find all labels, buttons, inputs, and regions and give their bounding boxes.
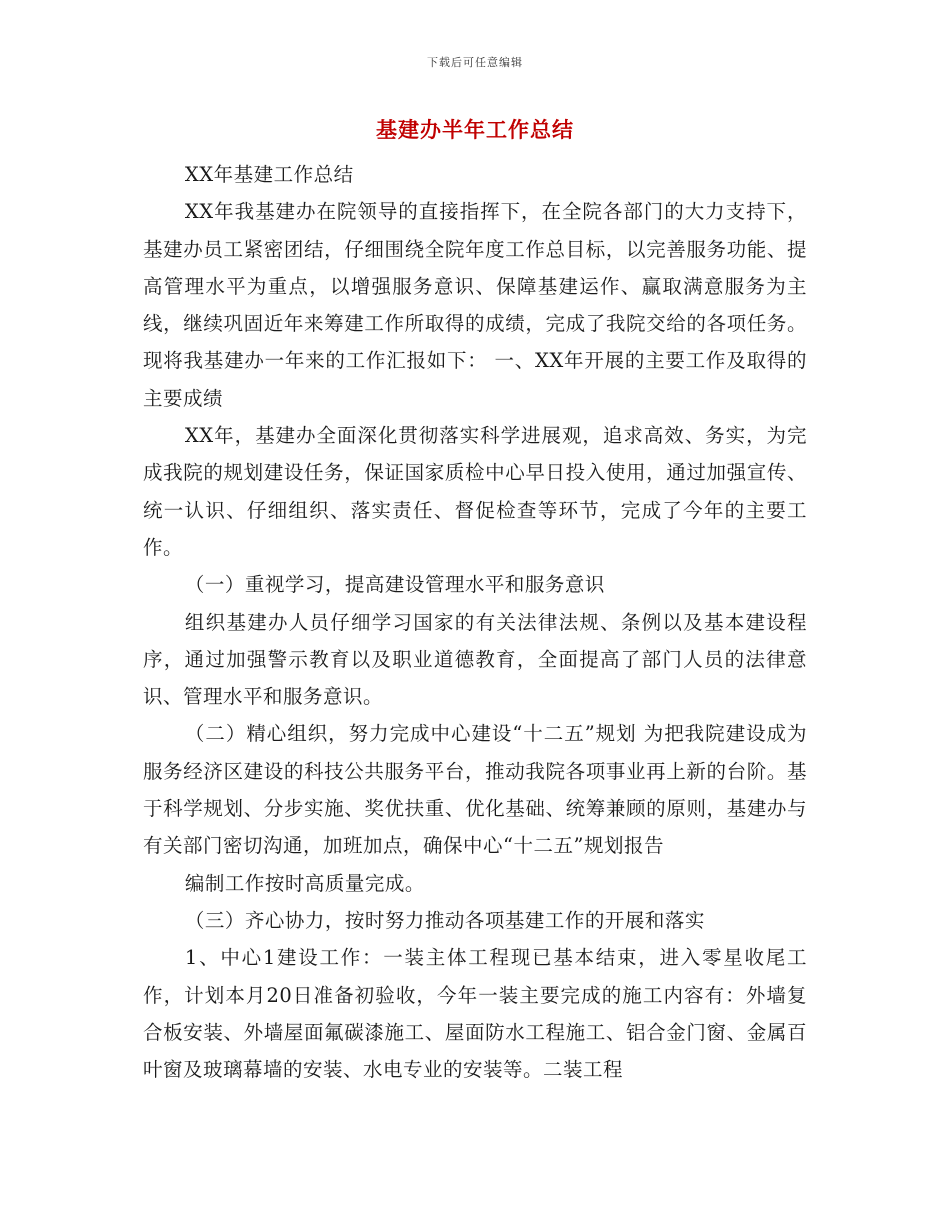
paragraph-study: 组织基建办人员仔细学习国家的有关法律法规、条例以及基本建设程序，通过加强警示教育以及职业道德教育，全面提高了部门人员的法律意识、管理水平和服务意识。 (143, 610, 807, 709)
paragraph-subheading-1: （一）重视学习，提高建设管理水平和服务意识 (184, 573, 605, 597)
document-body (143, 156, 807, 1088)
page-header-note: 下载后可任意编辑 (427, 56, 523, 69)
paragraph-plan-cont: 编制工作按时高质量完成。 (184, 871, 425, 895)
paragraph-overview: XX年，基建办全面深化贯彻落实科学进展观，追求高效、务实，为完成我院的规划建设任务，保证国家质检中心早日投入使用，通过加强宣传、统一认识、仔细组织、落实责任、督促检查等环节，完成了今年的主要工作。 (143, 424, 807, 559)
paragraph-construction: 1、中心1建设工作：一装主体工程现已基本结束，进入零星收尾工作，计划本月20日准备初验收，今年一装主要完成的施工内容有：外墙复合板安装、外墙屋面氟碳漆施工、屋面防水工程施工、铝合金门窗、金属百叶窗及玻璃幕墙的安装、水电专业的安装等。二装工程 (143, 946, 807, 1082)
paragraph-intro: XX年我基建办在院领导的直接指挥下，在全院各部门的大力支持下，基建办员工紧密团结，仔细围绕全院年度工作总目标，以完善服务功能、提高管理水平为重点，以增强服务意识、保障基建运作、赢取满意服务为主线，继续巩固近年来筹建工作所取得的成绩，完成了我院交给的各项任务。现将我基建办一年来的工作汇报如下： 一、XX年开展的主要工作及取得的主要成绩 (143, 200, 807, 410)
document-title: 基建办半年工作总结 (376, 118, 574, 142)
paragraph-subheading-3: （三）齐心协力，按时努力推动各项基建工作的开展和落实 (184, 908, 705, 932)
paragraph-section-heading: XX年基建工作总结 (184, 163, 354, 186)
paragraph-plan: （二）精心组织，努力完成中心建设“十二五”规划 为把我院建设成为服务经济区建设的科技公共服务平台，推动我院各项事业再上新的台阶。基于科学规划、分步实施、奖优扶重、优化基础、统筹兼顾的原则，基建办与有关部门密切沟通，加班加点，确保中心“十二五”规划报告 (143, 722, 807, 858)
